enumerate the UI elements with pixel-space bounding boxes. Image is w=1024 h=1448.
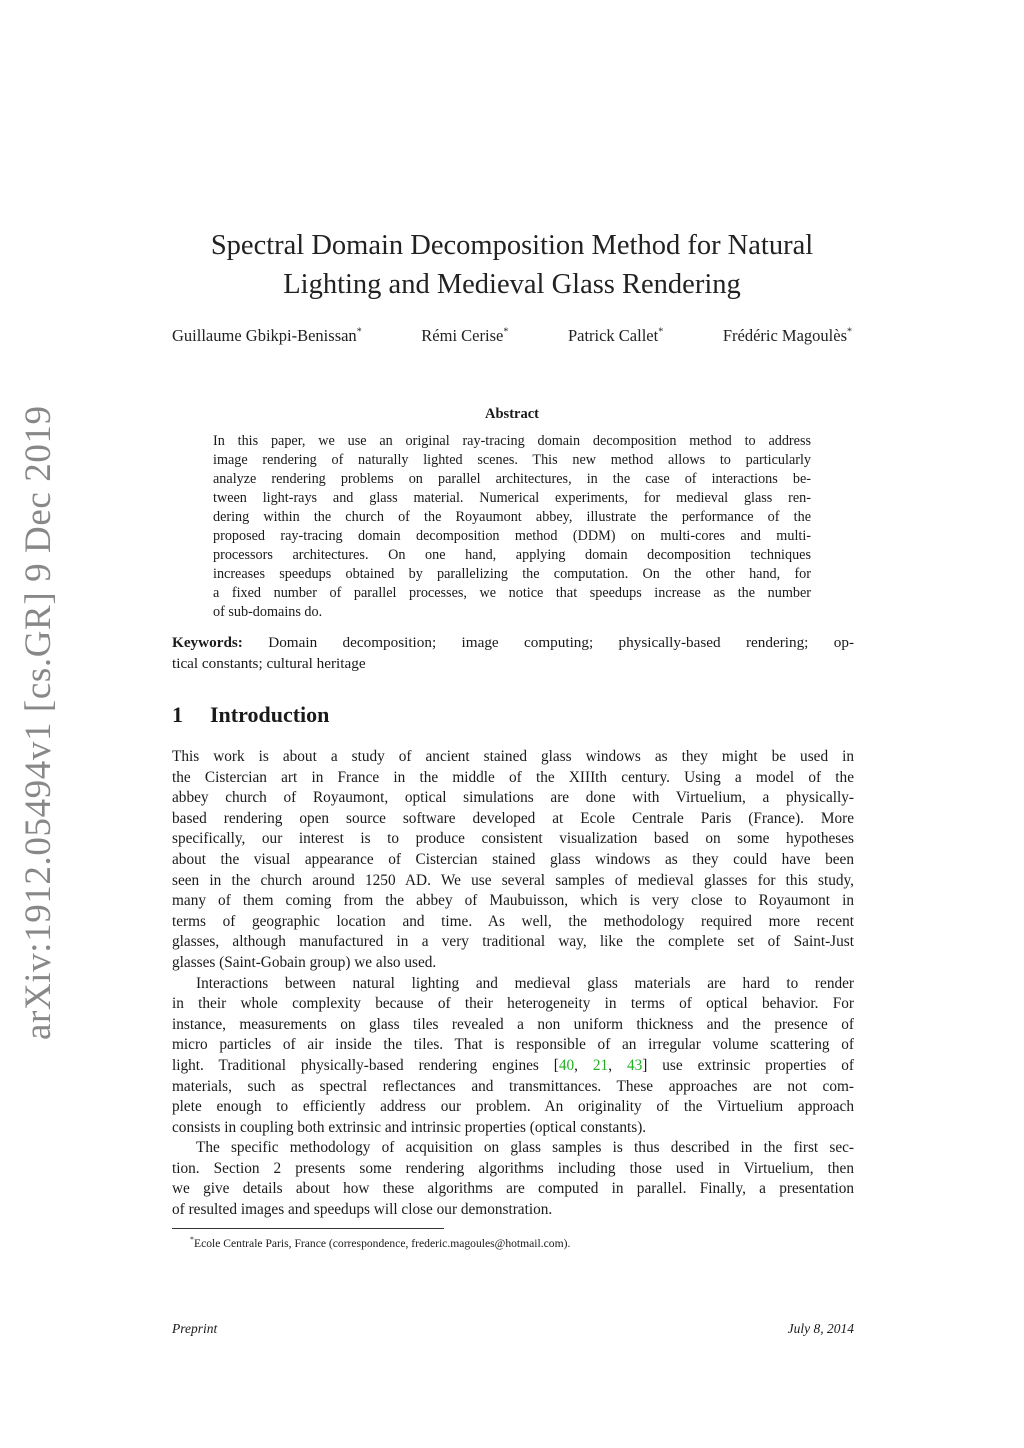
body-line: seen in the church around 1250 AD. We use several samples of medieval glasses for this study,	[172, 871, 854, 889]
section-title-text: Introduction	[210, 702, 330, 727]
abstract-line: processors architectures. On one hand, applying domain decomposition techniques	[213, 547, 811, 563]
citation-link[interactable]: 40	[558, 1056, 575, 1074]
abstract-heading: Abstract	[485, 406, 539, 422]
abstract-line: increases speedups obtained by parallelizing the computation. On the other hand, for	[213, 566, 811, 582]
abstract-line: a fixed number of parallel processes, we notice that speedups increase as the number	[213, 585, 811, 601]
body-line: we give details about how these algorithms are computed in parallel. Finally, a presentation	[172, 1180, 854, 1198]
footer-preprint-label: Preprint	[172, 1321, 218, 1336]
body-line: tion. Section 2 presents some rendering algorithms including those used in Virtuelium, then	[172, 1159, 854, 1177]
abstract-line: dering within the church of the Royaumont abbey, illustrate the performance of the	[213, 509, 811, 525]
title-line-1: Spectral Domain Decomposition Method for Natural	[210, 230, 814, 261]
body-line: Interactions between natural lighting and medieval glass materials are hard to render	[196, 974, 854, 992]
section-number: 1	[172, 702, 183, 727]
abstract-line: of sub-domains do.	[213, 604, 323, 620]
body-line: terms of geographic location and time. As well, the methodology required more recent	[172, 912, 854, 930]
footer-date: July 8, 2014	[787, 1321, 854, 1336]
body-line: consists in coupling both extrinsic and intrinsic properties (optical constants).	[172, 1118, 647, 1136]
body-line: abbey church of Royaumont, optical simulations are done with Virtuelium, a physically-	[172, 789, 854, 807]
author: Frédéric Magoulès*	[722, 326, 852, 345]
section-heading	[172, 702, 329, 728]
body-line: based rendering open source software developed at Ecole Centrale Paris (France). More	[172, 809, 854, 827]
body-line: The specific methodology of acquisition on glass samples is thus described in the first sec-	[196, 1139, 854, 1157]
footnote	[190, 1235, 570, 1250]
body-line: specifically, our interest is to produce consistent visualization based on some hypotheses	[172, 830, 854, 848]
body-line-with-citations: light. Traditional physically-based rendering engines [40, 21, 43] use extrinsic properties of	[172, 1056, 854, 1074]
title-line-2: Lighting and Medieval Glass Rendering	[283, 269, 741, 300]
author: Patrick Callet*	[567, 326, 664, 345]
body-line: glasses (Saint-Gobain group) we also used.	[172, 953, 437, 971]
body-line: plete enough to efficiently address our problem. An originality of the Virtuelium approach	[172, 1098, 854, 1116]
abstract-body	[213, 432, 811, 622]
body-line: instance, measurements on glass tiles revealed a non uniform thickness and the presence of	[172, 1015, 854, 1033]
body-line: materials, such as spectral reflectances and transmittances. These approaches are not com-	[172, 1077, 854, 1095]
paper-title	[160, 226, 864, 304]
author: Guillaume Gbikpi-Benissan*	[172, 326, 362, 345]
abstract-line: tween light-rays and glass material. Numerical experiments, for medieval glass ren-	[213, 490, 811, 506]
body-line: about the visual appearance of Cistercian stained glass windows as they could have been	[172, 850, 854, 868]
body-line: micro particles of air inside the tiles. That is responsible of an irregular volume scattering of	[172, 1036, 854, 1054]
body-line: the Cistercian art in France in the middle of the XIIIth century. Using a model of the	[172, 768, 854, 786]
author-list	[172, 326, 852, 346]
citation-link[interactable]: 21	[592, 1056, 609, 1074]
author: Rémi Cerise*	[421, 326, 509, 345]
body-line: This work is about a study of ancient stained glass windows as they might be used in	[172, 748, 854, 765]
citation-link[interactable]: 43	[626, 1056, 643, 1074]
body-line: many of them coming from the abbey of Maubuisson, which is very close to Royaumont in	[172, 892, 854, 910]
abstract-line: analyze rendering problems on parallel architectures, in the case of interactions be-	[213, 471, 811, 487]
footnote-rule	[172, 1228, 444, 1229]
keywords-label: Keywords:	[172, 634, 243, 651]
body-line: in their whole complexity because of their heterogeneity in terms of optical behavior. For	[172, 995, 854, 1013]
keywords-line: Keywords: Domain decomposition; image computing; physically-based rendering; op-	[172, 634, 854, 651]
keywords	[172, 632, 854, 674]
abstract-line: In this paper, we use an original ray-tracing domain decomposition method to address	[213, 433, 811, 449]
footnote-text: Ecole Centrale Paris, France (correspondence, frederic.magoules@hotmail.com).	[194, 1236, 571, 1250]
arxiv-identifier[interactable]: arXiv:1912.05494v1 [cs.GR] 9 Dec 2019	[18, 405, 59, 1040]
footnote-mark: *	[190, 1235, 194, 1244]
abstract-line: proposed ray-tracing domain decomposition method (DDM) on multi-cores and multi-	[213, 528, 811, 544]
body-line: glasses, although manufactured in a very traditional way, like the complete set of Saint-Just	[172, 933, 854, 951]
body-line: of resulted images and speedups will close our demonstration.	[172, 1201, 553, 1219]
abstract-line: image rendering of naturally lighted scenes. This new method allows to particularly	[213, 452, 811, 468]
keywords-line: tical constants; cultural heritage	[172, 655, 366, 672]
introduction-body	[172, 747, 854, 1221]
